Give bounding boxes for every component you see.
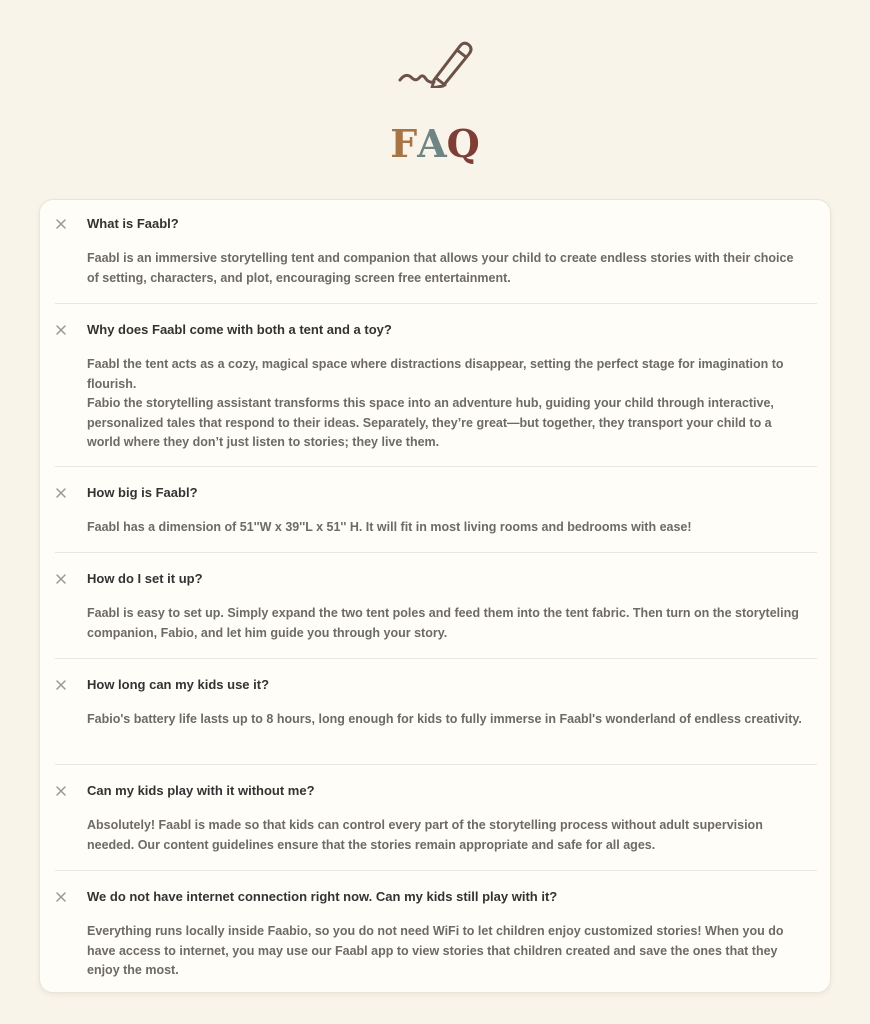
faq-item: [55, 659, 817, 765]
faq-answer-paragraph: Faabl is an immersive storytelling tent and companion that allows your child to create endless stories with their choice of setting, characters, and plot, encouraging screen free entertainment.: [87, 251, 794, 285]
faq-question[interactable]: Can my kids play with it without me?: [87, 783, 315, 798]
page-title: [0, 120, 870, 168]
faq-answer-paragraph: Fabio's battery life lasts up to 8 hours, long enough for kids to fully immerse in Faabl's wonderland of endless creativity.: [87, 712, 802, 726]
page-header: [0, 0, 870, 200]
close-icon[interactable]: [55, 218, 69, 232]
faq-item: [55, 200, 817, 304]
faq-answer: [87, 710, 807, 730]
close-icon[interactable]: [55, 785, 69, 799]
title-letter-q: Q: [446, 121, 480, 166]
faq-item: [55, 467, 817, 553]
close-icon[interactable]: [55, 324, 69, 338]
faq-answer: [87, 518, 807, 538]
faq-question[interactable]: What is Faabl?: [87, 216, 179, 231]
faq-answer: [87, 355, 807, 453]
faq-item: [55, 553, 817, 659]
faq-answer-paragraph: Faabl has a dimension of 51''W x 39''L x 51'' H. It will fit in most living rooms and bedrooms with ease!: [87, 520, 692, 534]
close-icon[interactable]: [55, 891, 69, 905]
faq-answer-paragraph: Faabl is easy to set up. Simply expand the two tent poles and feed them into the tent fabric. Then turn on the storyteling companion, Fabio, and let him guide you through your story.: [87, 606, 799, 640]
faq-question[interactable]: Why does Faabl come with both a tent and a toy?: [87, 322, 392, 337]
faq-question[interactable]: How do I set it up?: [87, 571, 203, 586]
title-letter-a: A: [417, 121, 447, 166]
faq-question[interactable]: We do not have internet connection right now. Can my kids still play with it?: [87, 889, 558, 904]
faq-answer: [87, 816, 807, 855]
faq-answer: [87, 249, 807, 288]
faq-card: [39, 199, 831, 993]
title-letter-f: F: [390, 121, 418, 166]
faq-answer-paragraph: Absolutely! Faabl is made so that kids can control every part of the storytelling process without adult supervision needed. Our content guidelines ensure that the stories remain appropriate and safe for all ages.: [87, 818, 763, 852]
faq-question[interactable]: How big is Faabl?: [87, 485, 198, 500]
faq-item: [55, 871, 817, 993]
faq-answer-paragraph: Faabl the tent acts as a cozy, magical space where distractions disappear, setting the perfect stage for imagination to flourish.: [87, 357, 784, 391]
close-icon[interactable]: [55, 573, 69, 587]
pen-writing-icon: [396, 36, 476, 88]
close-icon[interactable]: [55, 487, 69, 501]
close-icon[interactable]: [55, 679, 69, 693]
faq-item: [55, 765, 817, 871]
faq-item: [55, 304, 817, 467]
faq-answer: [87, 604, 807, 643]
faq-answer: [87, 922, 807, 981]
faq-question[interactable]: How long can my kids use it?: [87, 677, 270, 692]
faq-answer-paragraph: Everything runs locally inside Faabio, so you do not need WiFi to let children enjoy customized stories! When you do have access to internet, you may use our Faabl app to view stories that children created and save the ones that they enjoy the most.: [87, 924, 784, 977]
faq-answer-paragraph: Fabio the storytelling assistant transforms this space into an adventure hub, guiding your child through interactive, personalized tales that respond to their ideas. Separately, they’re great—but together, they transport your child to a world where they don’t just listen to stories; they live them.: [87, 396, 774, 449]
